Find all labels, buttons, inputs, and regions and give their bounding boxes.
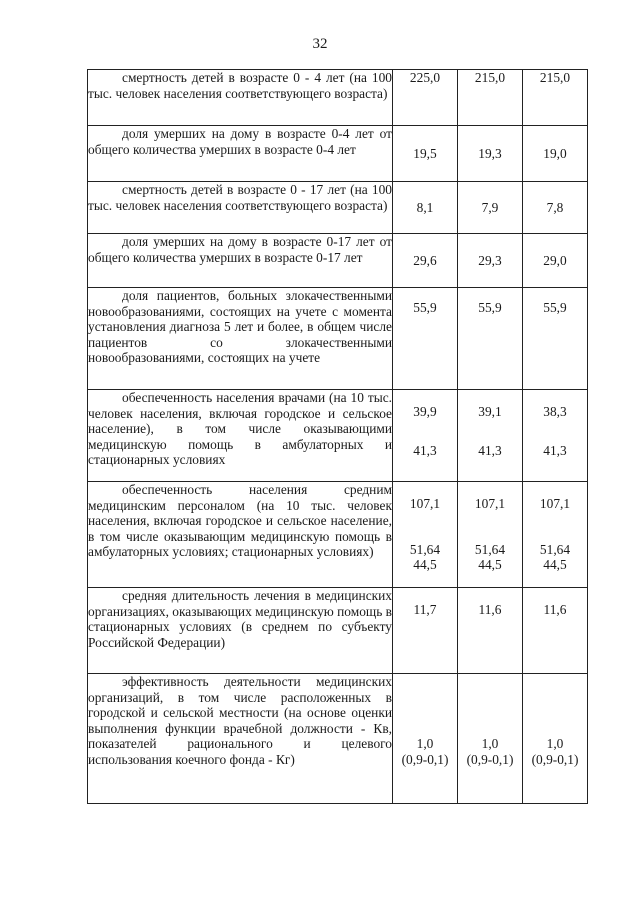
indicator-description: смертность детей в возрасте 0 - 17 лет (на 100 тыс. человек населения соответствующего возраста) xyxy=(88,182,393,234)
value-cell xyxy=(393,182,458,234)
indicators-table xyxy=(87,69,588,804)
value-cell xyxy=(523,390,588,482)
value-cell xyxy=(393,588,458,674)
value-cell xyxy=(523,70,588,126)
value-cell xyxy=(523,182,588,234)
table-row xyxy=(88,674,588,804)
value-cell xyxy=(523,674,588,804)
value-cell xyxy=(393,70,458,126)
value: 55,9 xyxy=(478,300,502,315)
indicator-description: доля умерших на дому в возрасте 0-17 лет от общего количества умерших в возрасте 0-17 лет xyxy=(88,234,393,288)
value: 44,5 xyxy=(478,557,502,573)
value: 215,0 xyxy=(539,70,571,85)
indicator-description: доля пациентов, больных злокачественными новообразованиями, состоящих на учете с момента установления диагноза 5 лет и более, в общем числе пациентов со злокачественными новообразованиями, состоящих на учете xyxy=(88,288,393,390)
value: (0,9-0,1) xyxy=(531,751,579,767)
value: 51,64 xyxy=(409,541,441,557)
value: 11,6 xyxy=(478,602,502,617)
indicator-description: обеспеченность населения средним медицинским персоналом (на 10 тыс. человек населения, включая городское и сельское население, в том числе оказывающим медицинскую помощь в амбулаторных условиях; стационарных условиях) xyxy=(88,482,393,588)
value: 1,0 xyxy=(416,736,434,751)
table-row xyxy=(88,482,588,588)
value: 107,1 xyxy=(409,496,441,511)
value-cell xyxy=(393,288,458,390)
value: 39,1 xyxy=(478,404,502,419)
value-cell xyxy=(458,182,523,234)
value: 44,5 xyxy=(543,557,567,573)
value: 51,64 xyxy=(474,541,506,557)
value-cell xyxy=(523,588,588,674)
value: 1,0 xyxy=(481,736,499,751)
table-row xyxy=(88,390,588,482)
value: 41,3 xyxy=(543,442,567,458)
value: 19,0 xyxy=(543,145,567,161)
value-cell xyxy=(523,234,588,288)
value-cell xyxy=(458,674,523,804)
value: 39,9 xyxy=(413,404,437,419)
value: 29,3 xyxy=(478,252,502,268)
table-row xyxy=(88,234,588,288)
value: 1,0 xyxy=(546,736,564,751)
table-row xyxy=(88,288,588,390)
value-cell xyxy=(523,482,588,588)
table-row xyxy=(88,588,588,674)
value: 41,3 xyxy=(478,442,502,458)
table-row xyxy=(88,70,588,126)
page-number: 32 xyxy=(312,36,328,52)
value-cell xyxy=(393,482,458,588)
value-cell xyxy=(523,126,588,182)
value-cell xyxy=(458,70,523,126)
value: (0,9-0,1) xyxy=(401,751,449,767)
value: 107,1 xyxy=(474,496,506,511)
value: 225,0 xyxy=(409,70,441,85)
value: 38,3 xyxy=(543,404,567,419)
value: 11,6 xyxy=(543,602,567,617)
value: 19,5 xyxy=(413,145,437,161)
value-cell xyxy=(458,126,523,182)
value: 8,1 xyxy=(416,199,434,215)
value-cell xyxy=(393,234,458,288)
value-cell xyxy=(393,674,458,804)
table-row xyxy=(88,182,588,234)
value-cell xyxy=(458,234,523,288)
indicator-description: средняя длительность лечения в медицинских организациях, оказывающих медицинскую помощь в стационарных условиях (в среднем по субъекту Российской Федерации) xyxy=(88,588,393,674)
value-cell xyxy=(523,288,588,390)
value: 7,9 xyxy=(481,199,499,215)
value: 55,9 xyxy=(543,300,567,315)
indicator-description: смертность детей в возрасте 0 - 4 лет (на 100 тыс. человек населения соответствующего возраста) xyxy=(88,70,393,126)
value: 29,0 xyxy=(543,252,567,268)
indicator-description: доля умерших на дому в возрасте 0-4 лет от общего количества умерших в возрасте 0-4 лет xyxy=(88,126,393,182)
value: 215,0 xyxy=(474,70,506,85)
value: 29,6 xyxy=(413,252,437,268)
value: 44,5 xyxy=(413,557,437,573)
value: 7,8 xyxy=(546,199,564,215)
value: 55,9 xyxy=(413,300,437,315)
value: 107,1 xyxy=(539,496,571,511)
value: 51,64 xyxy=(539,541,571,557)
value: (0,9-0,1) xyxy=(466,751,514,767)
value-cell xyxy=(458,390,523,482)
value-cell xyxy=(458,588,523,674)
indicator-description: эффективность деятельности медицинских организаций, в том числе расположенных в городской и сельской местности (на основе оценки выполнения функции врачебной должности - Кв, показателей рационального и целевого использования коечного фонда - Кг) xyxy=(88,674,393,804)
value-cell xyxy=(458,482,523,588)
value-cell xyxy=(393,126,458,182)
value: 11,7 xyxy=(413,602,437,617)
table-row xyxy=(88,126,588,182)
value-cell xyxy=(458,288,523,390)
indicator-description: обеспеченность населения врачами (на 10 тыс. человек населения, включая городское и сельское население), в том числе оказывающими медицинскую помощь в амбулаторных и стационарных условиях xyxy=(88,390,393,482)
value: 19,3 xyxy=(478,145,502,161)
value: 41,3 xyxy=(413,442,437,458)
value-cell xyxy=(393,390,458,482)
